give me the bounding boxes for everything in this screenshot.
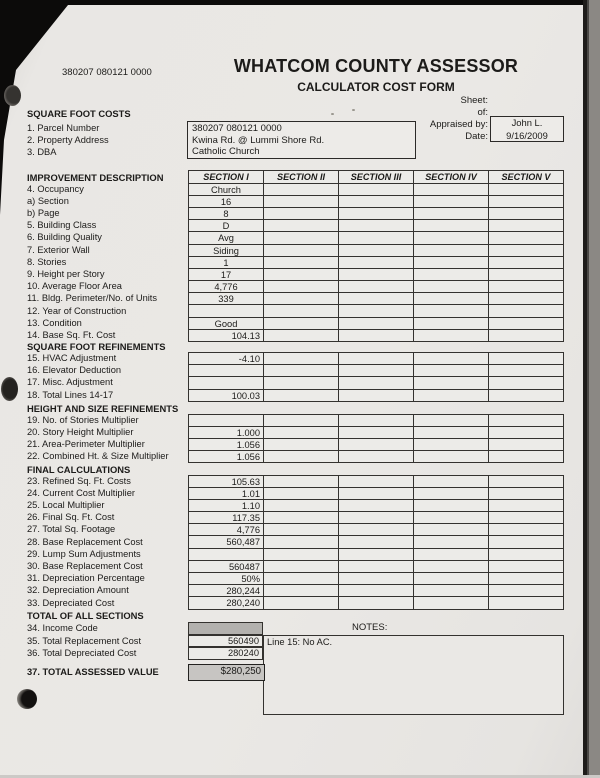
empty-cell [264, 597, 339, 609]
empty-cell [339, 427, 414, 439]
property-parcel: 380207 080121 0000 [192, 123, 282, 134]
section1-value-cell: D [189, 220, 264, 232]
empty-cell [489, 536, 564, 548]
parcel-id-header: 380207 080121 0000 [62, 67, 152, 78]
totals-heading: TOTAL OF ALL SECTIONS [27, 609, 144, 621]
empty-cell [489, 365, 564, 377]
row-label: 8. Stories [27, 256, 67, 267]
row-label: 6. Building Quality [27, 232, 102, 243]
empty-cell [264, 365, 339, 377]
empty-cell [414, 305, 489, 317]
empty-cell [264, 536, 339, 548]
empty-cell [339, 500, 414, 512]
punch-hole-top [4, 85, 21, 106]
assessed-value-label: 37. TOTAL ASSESSED VALUE [27, 667, 159, 677]
empty-cell [489, 184, 564, 196]
item-property-address: 2. Property Address [27, 135, 109, 145]
empty-cell [489, 512, 564, 524]
empty-cell [489, 232, 564, 244]
empty-cell [489, 561, 564, 573]
row-label: 31. Depreciation Percentage [27, 573, 145, 584]
section1-value-cell: 339 [189, 293, 264, 305]
empty-cell [489, 488, 564, 500]
row-label: 25. Local Multiplier [27, 499, 105, 510]
section1-value-cell: 105.63 [189, 476, 264, 488]
section1-value-cell: 1.01 [189, 488, 264, 500]
row-label: 4. Occupancy [27, 183, 84, 194]
scan-speck [331, 113, 334, 115]
table-row [189, 257, 564, 269]
section1-value-cell: 560487 [189, 561, 264, 573]
empty-cell [339, 536, 414, 548]
empty-cell [414, 377, 489, 389]
empty-cell [414, 184, 489, 196]
empty-cell [339, 390, 414, 402]
empty-cell [414, 196, 489, 208]
empty-cell [339, 415, 414, 427]
row-label: 11. Bldg. Perimeter/No. of Units [27, 293, 158, 304]
empty-cell [339, 305, 414, 317]
property-dba: Catholic Church [192, 146, 260, 158]
property-box [187, 121, 416, 159]
table-row [189, 500, 564, 512]
empty-cell [489, 353, 564, 365]
empty-cell [264, 281, 339, 293]
table-row [189, 451, 564, 463]
section-group-heading: HEIGHT AND SIZE REFINEMENTS [27, 402, 179, 414]
empty-cell [489, 196, 564, 208]
square-foot-costs-heading: SQUARE FOOT COSTS [27, 108, 131, 119]
empty-cell [414, 500, 489, 512]
section-group-heading: SQUARE FOOT REFINEMENTS [27, 341, 166, 352]
empty-cell [489, 245, 564, 257]
date-value: 9/16/2009 [506, 129, 548, 141]
empty-cell [414, 561, 489, 573]
empty-cell [414, 281, 489, 293]
row-label: 13. Condition [27, 317, 82, 328]
empty-cell [414, 512, 489, 524]
empty-cell [489, 524, 564, 536]
table-row [189, 293, 564, 305]
empty-cell [264, 451, 339, 463]
empty-cell [489, 585, 564, 597]
empty-cell [489, 451, 564, 463]
section1-value-cell: -4.10 [189, 353, 264, 365]
empty-cell [264, 476, 339, 488]
empty-cell [264, 415, 339, 427]
empty-cell [264, 318, 339, 330]
empty-cell [489, 208, 564, 220]
empty-cell [414, 245, 489, 257]
empty-cell [489, 415, 564, 427]
notes-label: NOTES: [352, 622, 388, 633]
section1-value-cell: Good [189, 318, 264, 330]
row-label: 22. Combined Ht. & Size Multiplier [27, 451, 169, 462]
empty-cell [264, 524, 339, 536]
empty-cell [414, 208, 489, 220]
table-row [189, 330, 564, 342]
row-label: 18. Total Lines 14-17 [27, 389, 114, 400]
section1-value-cell: Avg [189, 232, 264, 244]
table-row [189, 184, 564, 196]
table-row [189, 573, 564, 585]
section-header-cell: SECTION III [339, 171, 414, 184]
empty-cell [339, 330, 414, 342]
row-label: 30. Base Replacement Cost [27, 560, 143, 571]
empty-cell [414, 365, 489, 377]
section1-value-cell [189, 415, 264, 427]
empty-cell [414, 439, 489, 451]
empty-cell [264, 585, 339, 597]
empty-cell [489, 549, 564, 561]
empty-cell [414, 415, 489, 427]
table-row [189, 488, 564, 500]
empty-cell [264, 269, 339, 281]
table-row [189, 220, 564, 232]
table-row [189, 269, 564, 281]
scan-speck [352, 109, 355, 111]
table-row [189, 549, 564, 561]
empty-cell [489, 476, 564, 488]
empty-cell [489, 377, 564, 389]
empty-cell [264, 512, 339, 524]
appraised-by-value: John L. [511, 117, 543, 128]
empty-cell [414, 220, 489, 232]
scan-page-edge-right [583, 0, 600, 778]
row-label: 23. Refined Sq. Ft. Costs [27, 475, 131, 486]
row-label: 24. Current Cost Multiplier [27, 487, 135, 498]
empty-cell [339, 353, 414, 365]
row-label: 15. HVAC Adjustment [27, 353, 117, 363]
empty-cell [264, 305, 339, 317]
row-label: 12. Year of Construction [27, 305, 127, 316]
table-row [189, 512, 564, 524]
empty-cell [489, 281, 564, 293]
section1-value-cell: 50% [189, 573, 264, 585]
section1-value-cell: 8 [189, 208, 264, 220]
table-row [189, 597, 564, 609]
empty-cell [339, 561, 414, 573]
row-label: 21. Area-Perimeter Multiplier [27, 438, 145, 449]
section-table [188, 475, 564, 610]
empty-cell [339, 257, 414, 269]
empty-cell [339, 245, 414, 257]
row-label: 9. Height per Story [27, 269, 105, 279]
empty-cell [489, 500, 564, 512]
empty-cell [489, 293, 564, 305]
row-label: 16. Elevator Deduction [27, 365, 122, 376]
empty-cell [414, 524, 489, 536]
empty-cell [414, 257, 489, 269]
page-subtitle: CALCULATOR COST FORM [297, 80, 455, 94]
empty-cell [264, 390, 339, 402]
empty-cell [339, 281, 414, 293]
total-value-cell: 560490 [188, 635, 263, 648]
empty-cell [339, 597, 414, 609]
empty-cell [339, 220, 414, 232]
row-label: 14. Base Sq. Ft. Cost [27, 330, 116, 340]
table-row [189, 561, 564, 573]
scan-edge-top [0, 0, 600, 5]
table-row [189, 377, 564, 389]
section1-value-cell [189, 305, 264, 317]
empty-cell [414, 451, 489, 463]
date-label: Date: [465, 131, 488, 142]
table-row [189, 536, 564, 548]
empty-cell [339, 439, 414, 451]
empty-cell [264, 232, 339, 244]
empty-cell [489, 318, 564, 330]
row-label: 19. No. of Stories Multiplier [27, 414, 139, 425]
section1-value-cell: Siding [189, 245, 264, 257]
empty-cell [264, 500, 339, 512]
table-row [189, 585, 564, 597]
section-header-cell: SECTION V [489, 171, 564, 184]
empty-cell [489, 330, 564, 342]
empty-cell [339, 476, 414, 488]
appraised-by-label: Appraised by: [429, 119, 488, 130]
section-header-cell: SECTION IV [414, 171, 489, 184]
empty-cell [264, 293, 339, 305]
punch-hole-middle [1, 377, 18, 401]
table-row [189, 232, 564, 244]
empty-cell [414, 427, 489, 439]
table-row [189, 305, 564, 317]
empty-cell [489, 269, 564, 281]
row-label: 35. Total Replacement Cost [27, 635, 142, 646]
empty-cell [264, 377, 339, 389]
empty-cell [414, 536, 489, 548]
empty-cell [414, 585, 489, 597]
row-label: 36. Total Depreciated Cost [27, 648, 137, 658]
empty-cell [414, 293, 489, 305]
empty-cell [414, 318, 489, 330]
empty-cell [414, 330, 489, 342]
section1-value-cell: 1.000 [189, 427, 264, 439]
section-header-cell: SECTION II [264, 171, 339, 184]
section1-value-cell [189, 365, 264, 377]
empty-cell [339, 573, 414, 585]
section-header-row [189, 171, 564, 184]
appraiser-box [490, 116, 564, 142]
empty-cell [264, 439, 339, 451]
total-value-cell: 280240 [188, 647, 263, 660]
section1-value-cell: 1.056 [189, 451, 264, 463]
empty-cell [489, 573, 564, 585]
table-row [189, 415, 564, 427]
section1-value-cell [189, 549, 264, 561]
empty-cell [339, 196, 414, 208]
section1-value-cell: 16 [189, 196, 264, 208]
empty-cell [489, 597, 564, 609]
empty-cell [489, 305, 564, 317]
table-row [189, 476, 564, 488]
empty-cell [264, 488, 339, 500]
empty-cell [339, 524, 414, 536]
empty-cell [339, 208, 414, 220]
empty-cell [414, 390, 489, 402]
assessed-value-cell: $280,250 [188, 664, 265, 681]
title-block [190, 56, 562, 94]
table-row [189, 208, 564, 220]
row-label: 29. Lump Sum Adjustments [27, 548, 141, 559]
row-label: 28. Base Replacement Cost [27, 536, 143, 547]
empty-cell [264, 245, 339, 257]
total-value-cell [188, 622, 263, 635]
row-label: 34. Income Code [27, 622, 98, 633]
table-row [189, 281, 564, 293]
empty-cell [414, 549, 489, 561]
section1-value-cell: 4,776 [189, 524, 264, 536]
row-label: 10. Average Floor Area [27, 281, 122, 292]
empty-cell [489, 257, 564, 269]
empty-cell [489, 220, 564, 232]
empty-cell [264, 549, 339, 561]
empty-cell [489, 390, 564, 402]
section-group-heading: FINAL CALCULATIONS [27, 463, 131, 475]
table-row [189, 427, 564, 439]
table-row [189, 365, 564, 377]
row-label: a) Section [27, 195, 69, 206]
table-row [189, 439, 564, 451]
table-row [189, 524, 564, 536]
section1-value-cell: 104.13 [189, 330, 264, 342]
section-group-heading: IMPROVEMENT DESCRIPTION [27, 171, 164, 183]
empty-cell [339, 549, 414, 561]
empty-cell [264, 220, 339, 232]
empty-cell [339, 377, 414, 389]
empty-cell [414, 597, 489, 609]
page-title: WHATCOM COUNTY ASSESSOR [233, 56, 519, 76]
item-parcel-number: 1. Parcel Number [27, 123, 100, 133]
section-table [188, 352, 564, 402]
section1-value-cell [189, 377, 264, 389]
empty-cell [339, 184, 414, 196]
empty-cell [339, 269, 414, 281]
row-label: 32. Depreciation Amount [27, 585, 129, 596]
section1-value-cell: 560,487 [189, 536, 264, 548]
empty-cell [264, 353, 339, 365]
section1-value-cell: 1.056 [189, 439, 264, 451]
empty-cell [339, 318, 414, 330]
empty-cell [339, 512, 414, 524]
section1-value-cell: 280,244 [189, 585, 264, 597]
empty-cell [264, 184, 339, 196]
empty-cell [264, 196, 339, 208]
section1-value-cell: 17 [189, 269, 264, 281]
punch-hole-bottom [17, 689, 37, 709]
empty-cell [264, 330, 339, 342]
empty-cell [414, 488, 489, 500]
table-row [189, 353, 564, 365]
section-header-cell: SECTION I [189, 171, 264, 184]
row-label: 33. Depreciated Cost [27, 597, 115, 608]
section1-value-cell: 4,776 [189, 281, 264, 293]
section1-value-cell: 280,240 [189, 597, 264, 609]
row-label: 26. Final Sq. Ft. Cost [27, 512, 115, 523]
table-row [189, 245, 564, 257]
table-row [189, 390, 564, 402]
empty-cell [489, 427, 564, 439]
of-label: of: [477, 107, 488, 118]
notes-box [263, 635, 564, 715]
property-address: Kwina Rd. @ Lummi Shore Rd. [192, 134, 325, 146]
empty-cell [264, 427, 339, 439]
notes-text: Line 15: No AC. [267, 636, 333, 647]
section1-value-cell: 1.10 [189, 500, 264, 512]
empty-cell [339, 293, 414, 305]
section1-value-cell: Church [189, 184, 264, 196]
empty-cell [414, 476, 489, 488]
row-label: 5. Building Class [27, 220, 97, 231]
section-table [188, 170, 564, 342]
row-label: b) Page [27, 208, 60, 218]
empty-cell [414, 573, 489, 585]
empty-cell [264, 561, 339, 573]
empty-cell [339, 585, 414, 597]
item-dba: 3. DBA [27, 147, 57, 157]
sheet-label: Sheet: [460, 95, 488, 106]
empty-cell [339, 365, 414, 377]
section1-value-cell: 1 [189, 257, 264, 269]
table-row [189, 196, 564, 208]
empty-cell [414, 269, 489, 281]
empty-cell [489, 439, 564, 451]
row-label: 7. Exterior Wall [27, 244, 90, 255]
empty-cell [264, 573, 339, 585]
row-label: 17. Misc. Adjustment [27, 377, 113, 388]
empty-cell [414, 232, 489, 244]
empty-cell [339, 451, 414, 463]
row-label: 20. Story Height Multiplier [27, 426, 134, 437]
empty-cell [339, 232, 414, 244]
row-label: 27. Total Sq. Footage [27, 524, 116, 535]
section1-value-cell: 100.03 [189, 390, 264, 402]
empty-cell [414, 353, 489, 365]
empty-cell [264, 208, 339, 220]
table-row [189, 318, 564, 330]
section1-value-cell: 117.35 [189, 512, 264, 524]
empty-cell [339, 488, 414, 500]
section-table [188, 414, 564, 464]
empty-cell [264, 257, 339, 269]
